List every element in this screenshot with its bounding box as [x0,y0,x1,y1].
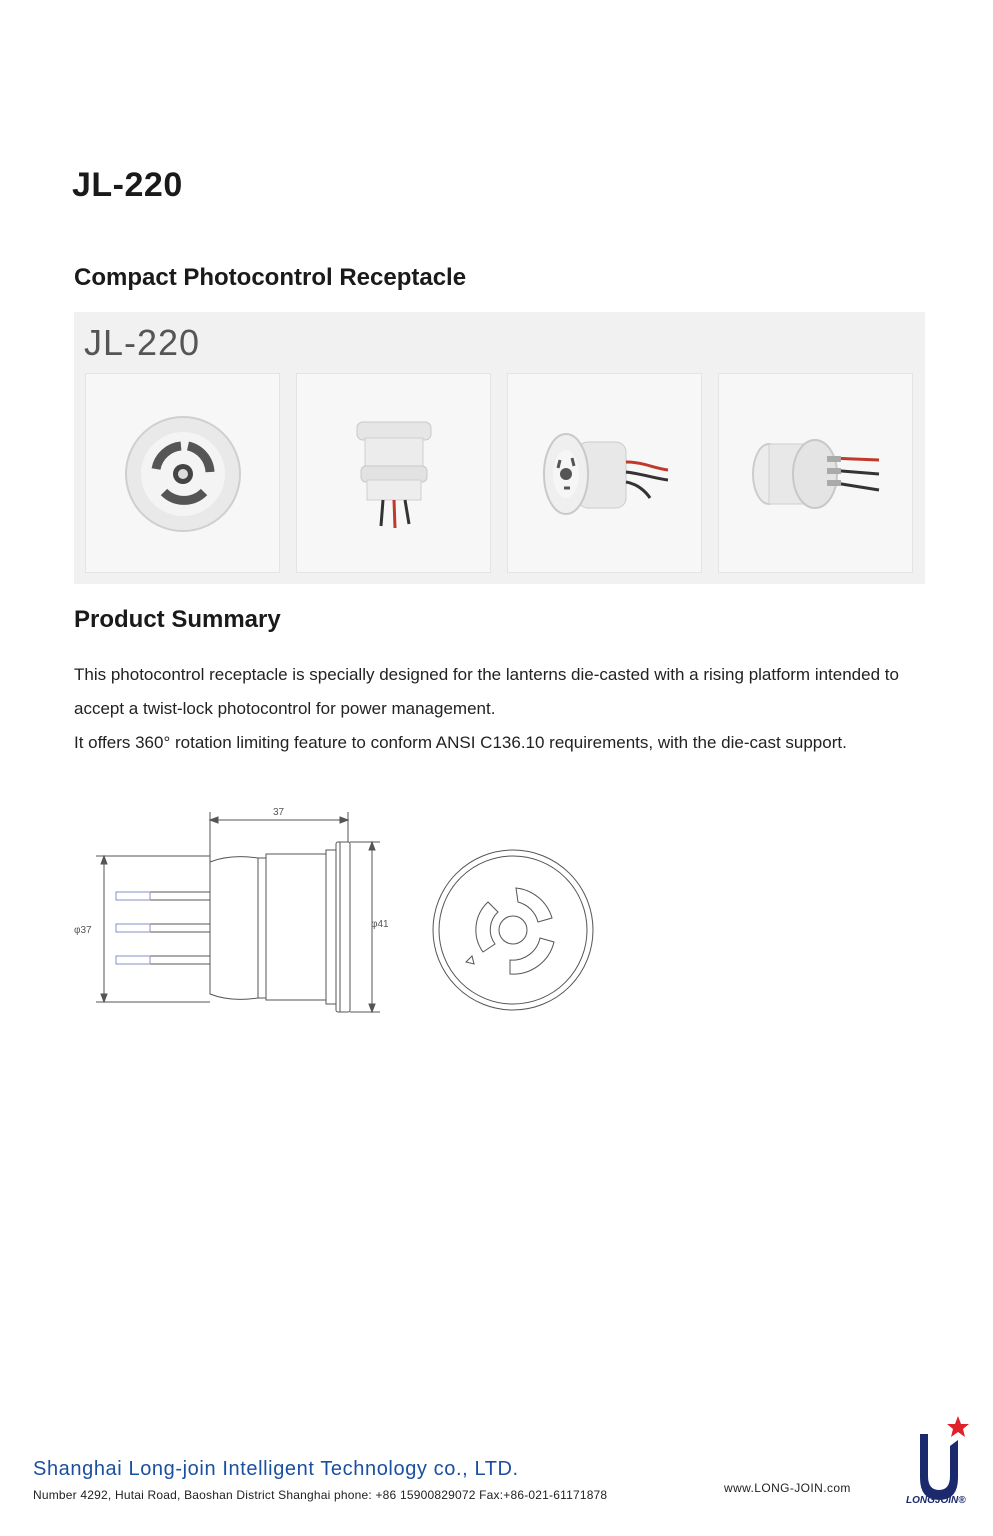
footer-website[interactable]: www.LONG-JOIN.com [724,1481,851,1495]
summary-heading: Product Summary [74,606,281,633]
receptacle-front-icon [86,374,281,574]
footer-address: Number 4292, Hutai Road, Baoshan District Shanghai phone: +86 15900829072 Fax:+86-021-61171878 [33,1488,608,1502]
gallery-card-side[interactable] [296,373,491,573]
dimension-left-diameter: φ37 [74,925,92,936]
receptacle-back-icon [719,374,914,574]
dimension-width-label: 37 [273,807,285,818]
product-subtitle: Compact Photocontrol Receptacle [74,264,467,291]
footer-company-name: Shanghai Long-join Intelligent Technology co., LTD. [33,1458,519,1480]
dimension-right-diameter: φ41 [371,919,389,930]
logo-wordmark: LONGJOIN® [906,1495,966,1506]
gallery-card-angled[interactable] [507,373,702,573]
receptacle-side-icon [297,374,492,574]
technical-drawing [70,802,610,1022]
summary-paragraph: This photocontrol receptacle is specially designed for the lanterns die-casted with a rising platform intended to accept a twist-lock photocontrol for power management. [74,665,899,718]
page-title: JL-220 [72,166,183,204]
summary-paragraph: It offers 360° rotation limiting feature to conform ANSI C136.10 requirements, with the die-cast support. [74,733,847,752]
receptacle-angled-icon [508,374,703,574]
summary-body [74,658,924,760]
gallery-title: JL-220 [84,322,201,363]
product-gallery [74,312,925,584]
gallery-card-back[interactable] [718,373,913,573]
gallery-card-front[interactable] [85,373,280,573]
